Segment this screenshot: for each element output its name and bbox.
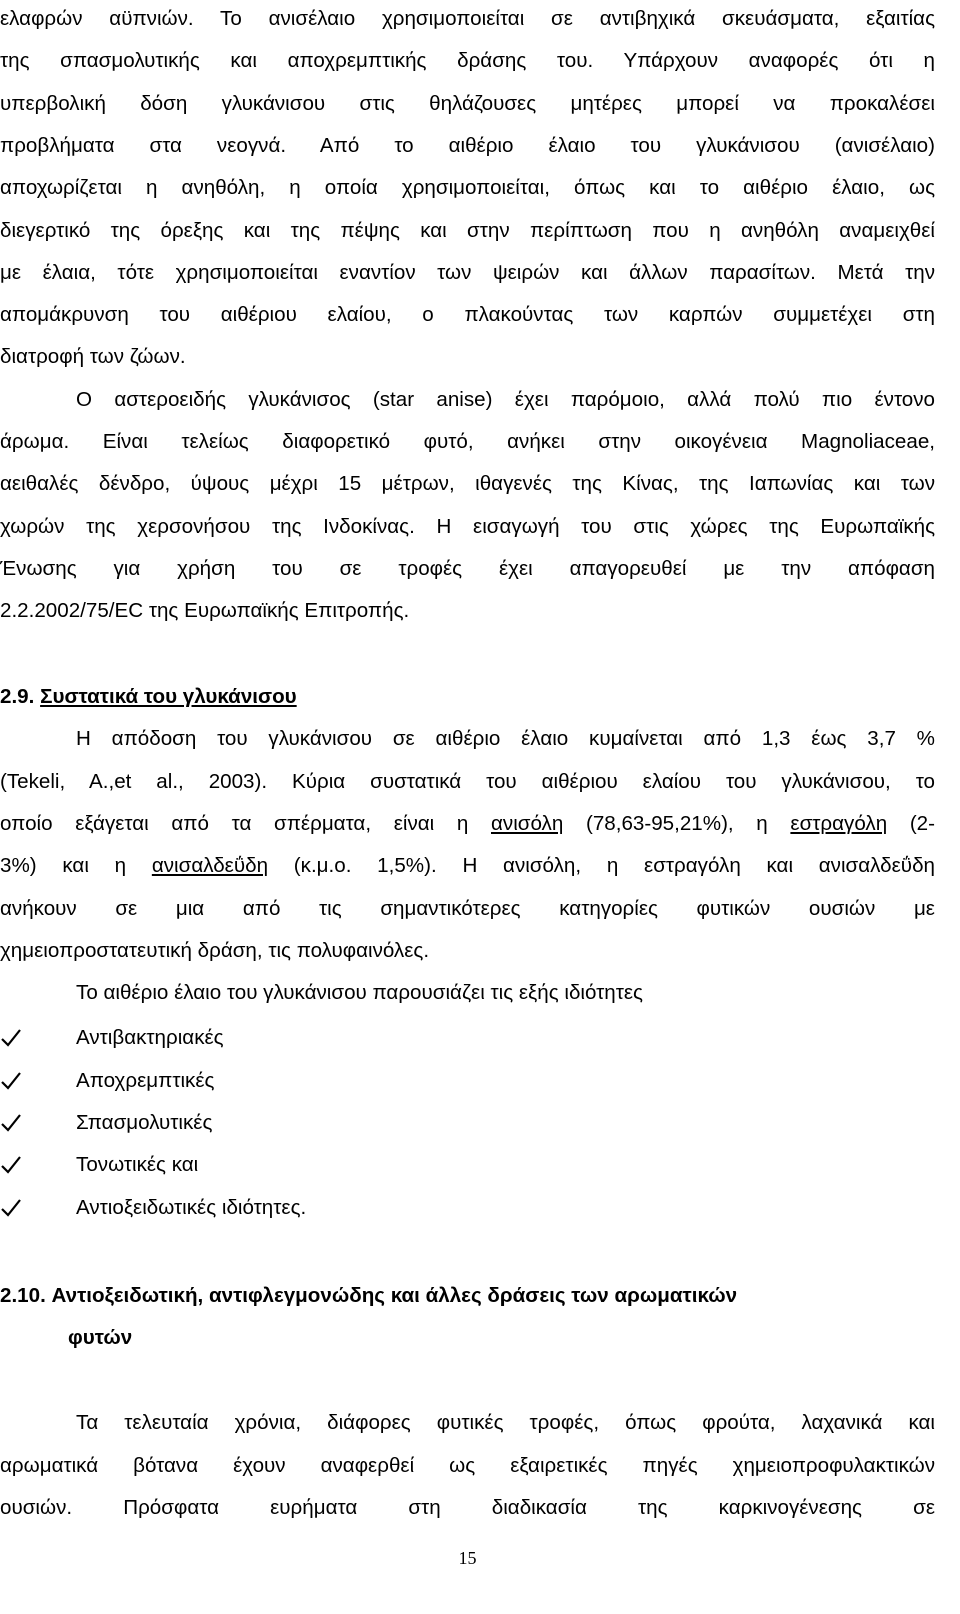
- paragraph-line: απομάκρυνση του αιθέριου ελαίου, ο πλακούντας των καρπών συμμετέχει στη: [0, 303, 935, 326]
- text-span: οποίο εξάγεται από τα σπέρματα, είναι η: [0, 812, 469, 835]
- paragraph-line: άρωμα. Είναι τελείως διαφορετικό φυτό, ανήκει στην οικογένεια Magnoliaceae,: [0, 430, 935, 453]
- list-item: Αντιβακτηριακές: [76, 1026, 224, 1049]
- paragraph-line: Ένωσης για χρήση του σε τροφές έχει απαγορευθεί με την απόφαση: [0, 557, 935, 580]
- paragraph-line: ελαφρών αϋπνιών. Το ανισέλαιο χρησιμοποιείται σε αντιβηχικά σκευάσματα, εξαιτίας: [0, 7, 935, 30]
- checkmark-icon: [0, 1197, 22, 1219]
- paragraph-line: ουσιών. Πρόσφατα ευρήματα στη διαδικασία της καρκινογένεσης σε: [0, 1496, 935, 1519]
- paragraph-line: (Tekeli, A.,et al., 2003). Κύρια συστατικά του αιθέριου ελαίου του γλυκάνισου, το: [0, 770, 935, 793]
- text-span: 3%) και η: [0, 854, 127, 877]
- paragraph-line: αρωματικά βότανα έχουν αναφερθεί ως εξαιρετικές πηγές χημειοπροφυλακτικών: [0, 1454, 935, 1477]
- paragraph-line: ανήκουν σε μια από τις σημαντικότερες κατηγορίες φυτικών ουσιών με: [0, 897, 935, 920]
- paragraph-line: χωρών της χερσονήσου της Ινδοκίνας. Η εισαγωγή του στις χώρες της Ευρωπαϊκής: [0, 515, 935, 538]
- list-item: Αποχρεμπτικές: [76, 1069, 215, 1092]
- paragraph-line: αειθαλές δένδρο, ύψους μέχρι 15 μέτρων, ιθαγενές της Κίνας, της Ιαπωνίας και των: [0, 472, 935, 495]
- section-heading-2-9: [0, 682, 297, 712]
- paragraph-line: Η απόδοση του γλυκάνισου σε αιθέριο έλαιο κυμαίνεται από 1,3 έως 3,7 %: [76, 727, 935, 750]
- list-item: Αντιοξειδωτικές ιδιότητες.: [76, 1196, 307, 1219]
- paragraph-line: προβλήματα στα νεογνά. Από το αιθέριο έλαιο του γλυκάνισου (ανισέλαιο): [0, 134, 935, 157]
- section-title: Αντιοξειδωτική, αντιφλεγμονώδης και άλλες δράσεις των αρωματικών: [51, 1284, 738, 1307]
- paragraph-line: διατροφή των ζώων.: [0, 345, 186, 368]
- paragraph-line: [0, 851, 935, 881]
- section-heading-2-10: [0, 1281, 737, 1311]
- link-anisole[interactable]: ανισόλη: [491, 812, 564, 835]
- section-number: 2.10.: [0, 1284, 46, 1307]
- paragraph-line: 2.2.2002/75/EC της Ευρωπαϊκής Επιτροπής.: [0, 599, 410, 622]
- list-item: Σπασμολυτικές: [76, 1111, 213, 1134]
- paragraph-line: χημειοπροστατευτική δράση, τις πολυφαινόλες.: [0, 939, 430, 962]
- paragraph-line: [0, 809, 935, 839]
- checkmark-icon: [0, 1112, 22, 1134]
- paragraph-line: Τα τελευταία χρόνια, διάφορες φυτικές τροφές, όπως φρούτα, λαχανικά και: [76, 1411, 935, 1434]
- section-title-continued: φυτών: [68, 1326, 133, 1349]
- checkmark-icon: [0, 1154, 22, 1176]
- paragraph-line: αποχωρίζεται η ανηθόλη, η οποία χρησιμοποιείται, όπως και το αιθέριο έλαιο, ως: [0, 176, 935, 199]
- paragraph-line: υπερβολική δόση γλυκάνισου στις θηλάζουσες μητέρες μπορεί να προκαλέσει: [0, 92, 935, 115]
- paragraph-line: Το αιθέριο έλαιο του γλυκάνισου παρουσιάζει τις εξής ιδιότητες: [76, 981, 643, 1004]
- section-number: 2.9.: [0, 685, 35, 708]
- paragraph-line: με έλαια, τότε χρησιμοποιείται εναντίον των ψειρών και άλλων παρασίτων. Μετά την: [0, 261, 935, 284]
- paragraph-line: της σπασμολυτικής και αποχρεμπτικής δράσης του. Υπάρχουν αναφορές ότι η: [0, 49, 935, 72]
- text-span: (78,63-95,21%), η: [585, 812, 768, 835]
- link-estragole[interactable]: εστραγόλη: [790, 812, 888, 835]
- page-number: 15: [458, 1548, 477, 1568]
- checkmark-icon: [0, 1070, 22, 1092]
- paragraph-line: Ο αστεροειδής γλυκάνισος (star anise) έχει παρόμοιο, αλλά πολύ πιο έντονο: [76, 388, 935, 411]
- text-span: (2-: [909, 812, 935, 835]
- paragraph-line: διεγερτικό της όρεξης και της πέψης και στην περίπτωση που η ανηθόλη αναμειχθεί: [0, 219, 935, 242]
- link-anisaldehyde[interactable]: ανισαλδεΰδη: [151, 854, 269, 877]
- checkmark-icon: [0, 1027, 22, 1049]
- text-span: (κ.μ.ο. 1,5%). Η ανισόλη, η εστραγόλη και ανισαλδεΰδη: [293, 854, 935, 877]
- section-title: Συστατικά του γλυκάνισου: [40, 685, 297, 708]
- list-item: Τονωτικές και: [76, 1153, 199, 1176]
